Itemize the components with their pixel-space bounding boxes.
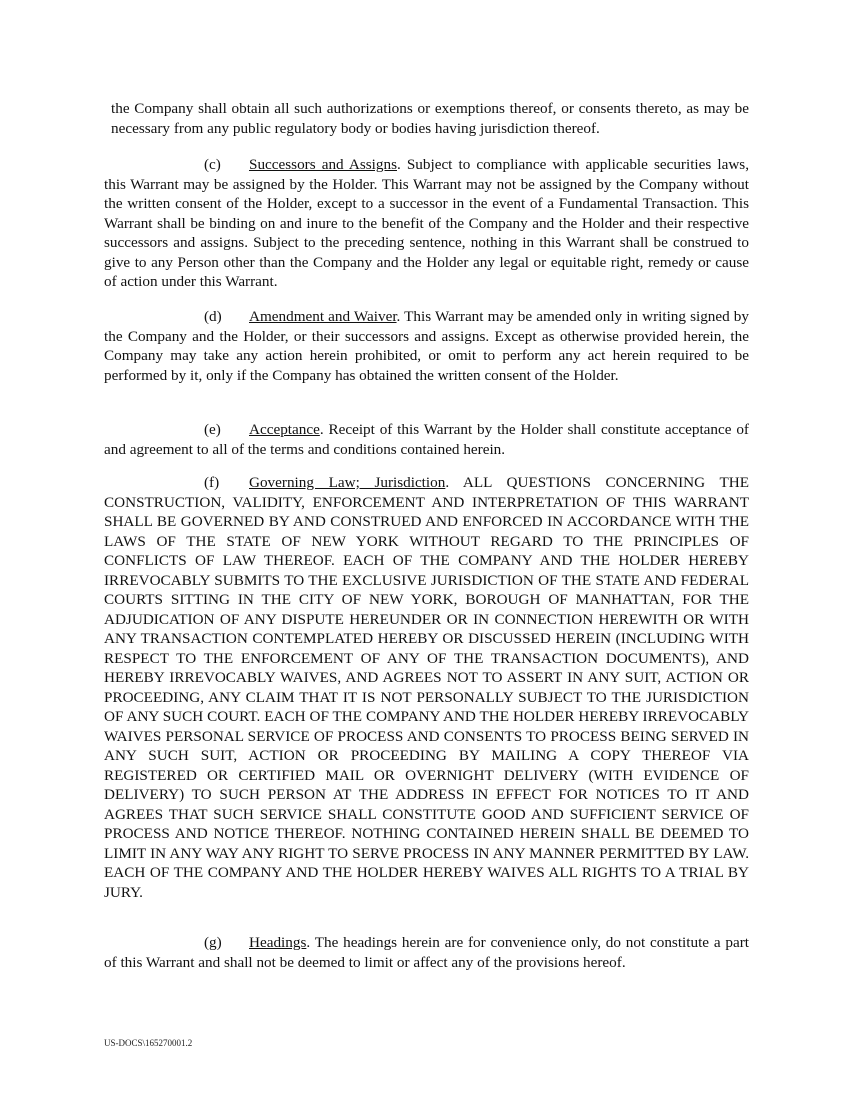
- section-d: [104, 307, 749, 385]
- section-letter: (g): [204, 934, 222, 951]
- section-c: [104, 155, 749, 292]
- section-heading: Successors and Assigns: [249, 156, 397, 173]
- section-letter: (c): [204, 156, 221, 173]
- section-letter: (d): [204, 308, 222, 325]
- section-g: [104, 933, 749, 972]
- section-body: . The headings herein are for convenience only, do not constitute a part of this Warrant and shall not be deemed to limit or affect any of the provisions hereof.: [104, 934, 749, 971]
- section-letter: (e): [204, 421, 221, 438]
- section-heading: Governing Law; Jurisdiction: [249, 474, 446, 491]
- section-body: . This Warrant may be amended only in writing signed by the Company and the Holder, or their successors and assigns. Except as otherwise provided herein, the Company may take any action herein prohibited, or omit to perform any act herein required to be performed by it, only if the Company has obtained the written consent of the Holder.: [104, 308, 749, 384]
- section-e: [104, 420, 749, 459]
- document-id-footer: US-DOCS\165270001.2: [104, 1038, 193, 1048]
- section-body: . ALL QUESTIONS CONCERNING THE CONSTRUCTION, VALIDITY, ENFORCEMENT AND INTERPRETATION OF THIS WARRANT SHALL BE GOVERNED BY AND CONSTRUED AND ENFORCED IN ACCORDANCE WITH THE LAWS OF THE STATE OF NEW YORK WITHOUT REGARD TO THE PRINCIPLES OF CONFLICTS OF LAW THEREOF. EACH OF THE COMPANY AND THE HOLDER HEREBY IRREVOCABLY SUBMITS TO THE EXCLUSIVE JURISDICTION OF THE STATE AND FEDERAL COURTS SITTING IN THE CITY OF NEW YORK, BOROUGH OF MANHATTAN, FOR THE ADJUDICATION OF ANY DISPUTE HEREUNDER OR IN CONNECTION HEREWITH OR WITH ANY TRANSACTION CONTEMPLATED HEREBY OR DISCUSSED HEREIN (INCLUDING WITH RESPECT TO THE ENFORCEMENT OF ANY OF THE TRANSACTION DOCUMENTS), AND HEREBY IRREVOCABLY WAIVES, AND AGREES NOT TO ASSERT IN ANY SUIT, ACTION OR PROCEEDING, ANY CLAIM THAT IT IS NOT PERSONALLY SUBJECT TO THE JURISDICTION OF ANY SUCH COURT. EACH OF THE COMPANY AND THE HOLDER HEREBY IRREVOCABLY WAIVES PERSONAL SERVICE OF PROCESS AND CONSENTS TO PROCESS BEING SERVED IN ANY SUCH SUIT, ACTION OR PROCEEDING BY MAILING A COPY THEREOF VIA REGISTERED OR CERTIFIED MAIL OR OVERNIGHT DELIVERY (WITH EVIDENCE OF DELIVERY) TO SUCH PERSON AT THE ADDRESS IN EFFECT FOR NOTICES TO IT AND AGREES THAT SUCH SERVICE SHALL CONSTITUTE GOOD AND SUFFICIENT SERVICE OF PROCESS AND NOTICE THEREOF. NOTHING CONTAINED HEREIN SHALL BE DEEMED TO LIMIT IN ANY WAY ANY RIGHT TO SERVE PROCESS IN ANY MANNER PERMITTED BY LAW. EACH OF THE COMPANY AND THE HOLDER HEREBY WAIVES ALL RIGHTS TO A TRIAL BY JURY.: [104, 474, 749, 901]
- section-heading: Headings: [249, 934, 307, 951]
- section-letter: (f): [204, 474, 220, 491]
- intro-paragraph: the Company shall obtain all such authorizations or exemptions thereof, or consents thereto, as may be necessary from any public regulatory body or bodies having jurisdiction thereof.: [111, 100, 749, 137]
- section-f: [104, 473, 749, 902]
- section-body: . Receipt of this Warrant by the Holder shall constitute acceptance of and agreement to all of the terms and conditions contained herein.: [104, 421, 749, 458]
- section-heading: Acceptance: [249, 421, 320, 438]
- section-body: . Subject to compliance with applicable securities laws, this Warrant may be assigned by the Holder. This Warrant may not be assigned by the Company without the written consent of the Holder, except to a successor in the event of a Fundamental Transaction. This Warrant shall be binding on and inure to the benefit of the Company and the Holder and their respective successors and assigns. Subject to the preceding sentence, nothing in this Warrant shall be construed to give to any Person other than the Company and the Holder any legal or equitable right, remedy or cause of action under this Warrant.: [104, 156, 750, 290]
- section-heading: Amendment and Waiver: [249, 308, 397, 325]
